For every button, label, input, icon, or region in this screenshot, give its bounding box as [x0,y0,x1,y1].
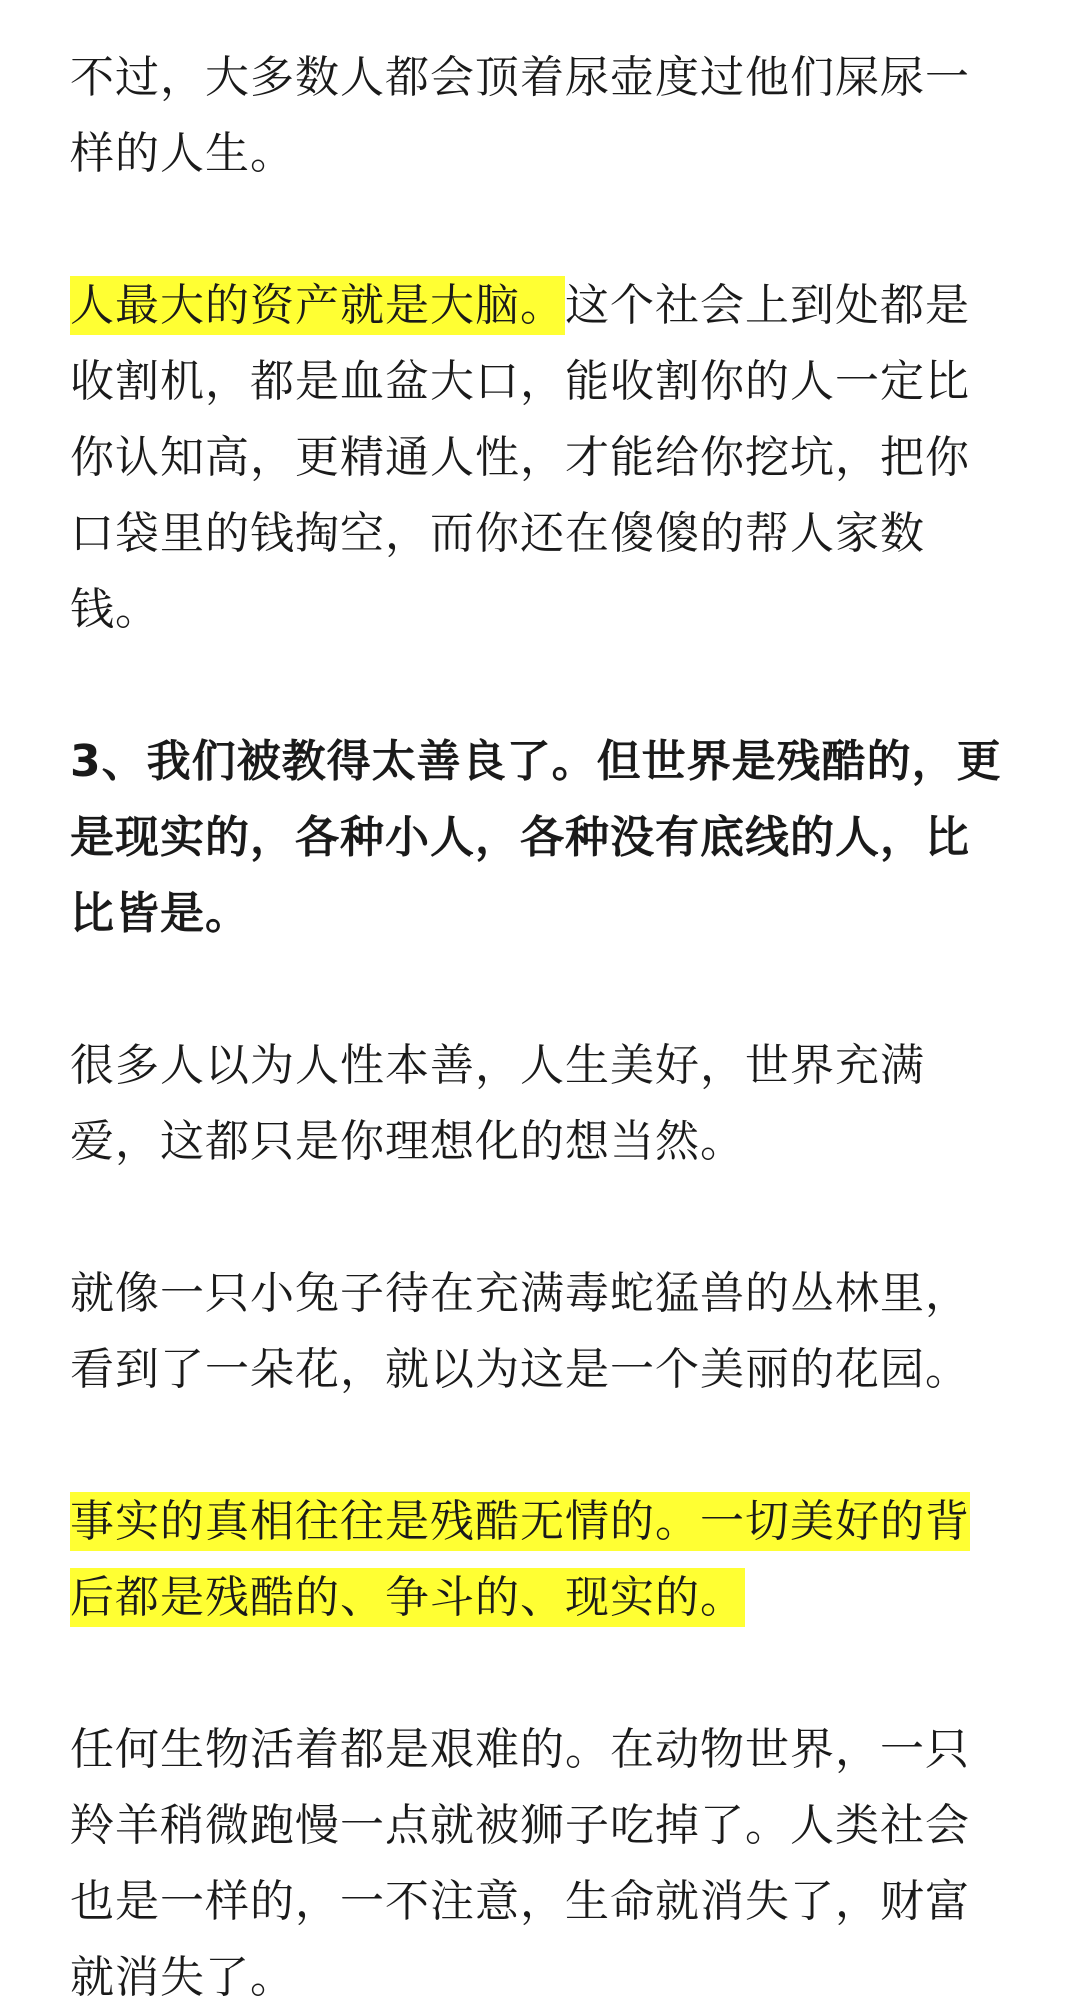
paragraph-4: 很多人以为人性本善，人生美好，世界充满爱，这都只是你理想化的想当然。 [70,1040,925,1167]
paragraph-7: 任何生物活着都是艰难的。在动物世界，一只羚羊稍微跑慢一点就被狮子吃掉了。人类社会也是一样的，一不注意，生命就消失了，财富就消失了。 [70,1724,970,2003]
paragraph-6 [70,1484,1010,1636]
section-heading-3: 3、我们被教得太善良了。但世界是残酷的，更是现实的，各种小人，各种没有底线的人，比比皆是。 [70,736,1002,939]
paragraph-1: 不过，大多数人都会顶着尿壶度过他们屎尿一样的人生。 [70,52,970,179]
paragraph-5: 就像一只小兔子待在充满毒蛇猛兽的丛林里，看到了一朵花，就以为这是一个美丽的花园。 [70,1268,970,1395]
highlighted-text-brain: 人最大的资产就是大脑。 [70,276,565,335]
paragraph-2 [70,268,1010,648]
highlighted-text-truth: 事实的真相往往是残酷无情的。一切美好的背后都是残酷的、争斗的、现实的。 [70,1492,970,1627]
article-body [70,40,1010,2016]
paragraph-2-rest: 这个社会上到处都是收割机，都是血盆大口，能收割你的人一定比你认知高，更精通人性，才能给你挖坑，把你口袋里的钱掏空，而你还在傻傻的帮人家数钱。 [70,280,970,635]
